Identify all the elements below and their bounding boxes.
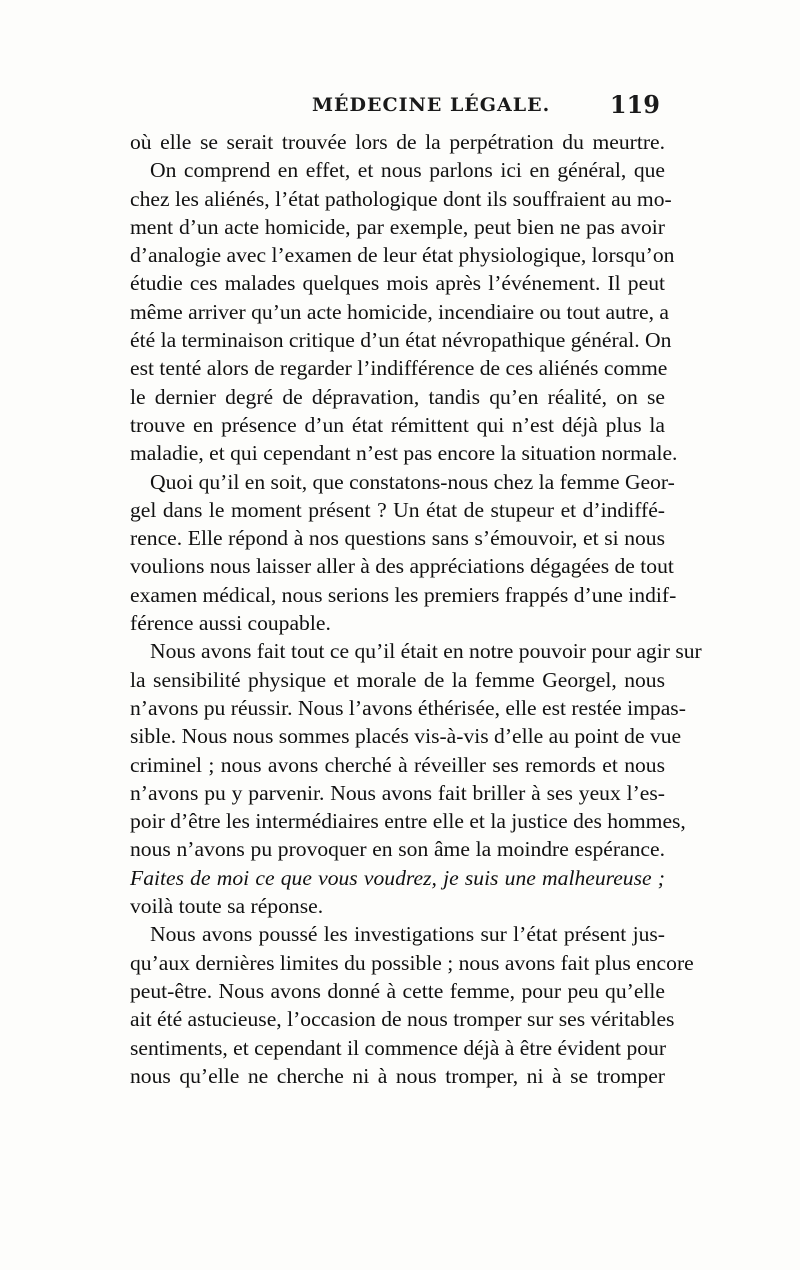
text-line: examen médical, nous serions les premiers frappés d’une indif- — [130, 582, 677, 607]
text-line: n’avons pu y parvenir. Nous avons fait briller à ses yeux l’es- — [130, 780, 665, 805]
page-header — [130, 90, 660, 124]
text-line: ait été astucieuse, l’occasion de nous tromper sur ses véritables — [130, 1007, 675, 1032]
text-line: ment d’un acte homicide, par exemple, peut bien ne pas avoir — [130, 214, 665, 239]
text-line: nous n’avons pu provoquer en son âme la moindre espérance. — [130, 837, 665, 862]
text-line: nous qu’elle ne cherche ni à nous tromper, ni à se tromper — [130, 1063, 665, 1088]
text-line: trouve en présence d’un état rémittent qui n’est déjà plus la — [130, 412, 665, 437]
text-line: maladie, et qui cependant n’est pas encore la situation normale. — [130, 441, 678, 466]
text-line: voulions nous laisser aller à des appréciations dégagées de tout — [130, 554, 674, 579]
text-line: On comprend en effet, et nous parlons ici en général, que — [150, 158, 665, 183]
text-line: qu’aux dernières limites du possible ; nous avons fait plus encore — [130, 950, 694, 975]
running-title: MÉDECINE LÉGALE. — [312, 94, 551, 116]
text-line: la sensibilité physique et morale de la femme Georgel, nous — [130, 667, 665, 692]
text-line: peut-être. Nous avons donné à cette femme, pour peu qu’elle — [130, 978, 665, 1003]
text-line: d’analogie avec l’examen de leur état physiologique, lorsqu’on — [130, 243, 675, 268]
text-line: rence. Elle répond à nos questions sans s’émouvoir, et si nous — [130, 526, 665, 551]
text-line: Nous avons fait tout ce qu’il était en notre pouvoir pour agir sur — [150, 639, 702, 664]
text-line: n’avons pu réussir. Nous l’avons éthérisée, elle est restée impas- — [130, 695, 686, 720]
page-number: 119 — [609, 90, 660, 119]
text-line: même arriver qu’un acte homicide, incendiaire ou tout autre, a — [130, 299, 670, 324]
text-line: est tenté alors de regarder l’indifférence de ces aliénés comme — [130, 356, 668, 381]
body-text — [130, 128, 702, 1090]
text-line: chez les aliénés, l’état pathologique dont ils souffraient au mo- — [130, 186, 672, 211]
text-line: été la terminaison critique d’un état névropathique général. On — [130, 328, 672, 353]
text-line: poir d’être les intermédiaires entre elle et la justice des hommes, — [130, 809, 686, 834]
text-line: étudie ces malades quelques mois après l’événement. Il peut — [130, 271, 665, 296]
text-line: où elle se serait trouvée lors de la perpétration du meurtre. — [130, 130, 665, 154]
text-line: sentiments, et cependant il commence déjà à être évident pour — [130, 1035, 667, 1060]
quoted-reply: Faites de moi ce que vous voudrez, je suis une malheureuse ; — [130, 865, 665, 890]
text-line: gel dans le moment présent ? Un état de stupeur et d’indiffé- — [130, 497, 665, 522]
text-line: criminel ; nous avons cherché à réveiller ses remords et nous — [130, 752, 665, 777]
text-line: Quoi qu’il en soit, que constatons-nous chez la femme Geor- — [150, 469, 675, 494]
text-line: le dernier degré de dépravation, tandis qu’en réalité, on se — [130, 384, 665, 409]
text-line: voilà toute sa réponse. — [130, 894, 324, 919]
text-line: férence aussi coupable. — [130, 611, 331, 636]
text-line: sible. Nous nous sommes placés vis-à-vis d’elle au point de vue — [130, 724, 682, 749]
text-line: Nous avons poussé les investigations sur l’état présent jus- — [150, 922, 665, 947]
